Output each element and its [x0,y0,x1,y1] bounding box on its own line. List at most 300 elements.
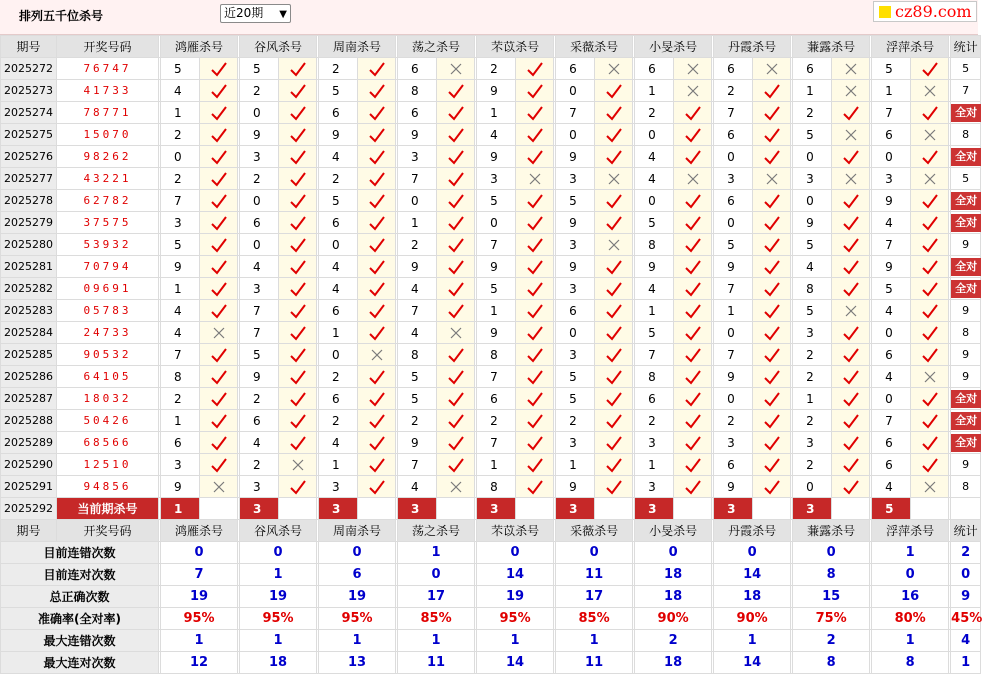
kill-number-cell [477,278,516,300]
result-mark-cell [753,102,791,124]
cell-text: 5 [648,215,656,230]
row-stat-cell [951,146,981,168]
result-mark-cell [674,234,712,256]
check-icon [368,303,386,319]
cell-text: 9 [727,259,735,274]
kill-number-cell [398,256,437,278]
check-icon [289,215,307,231]
winning-number-cell [57,278,159,300]
check-icon [210,149,228,165]
cell-text: 当前期杀号 [77,502,138,516]
site-logo[interactable] [873,1,977,22]
result-mark-cell [437,322,475,344]
check-icon [368,237,386,253]
result-mark-cell [437,234,475,256]
check-icon [447,171,465,187]
stats-value [398,652,475,674]
header-expert [714,36,791,58]
check-icon [210,127,228,143]
kill-number-cell [872,300,911,322]
check-icon [368,435,386,451]
check-icon [368,391,386,407]
check-icon [526,149,544,165]
header-expert [240,36,317,58]
cell-text: 95% [499,611,531,626]
cell-text: 2 [806,413,814,428]
check-icon [842,413,860,429]
kill-number-cell [556,432,595,454]
result-mark-cell [358,344,396,366]
cell-text: 1 [332,325,340,340]
result-mark-cell [753,278,791,300]
check-icon [447,127,465,143]
check-icon [289,171,307,187]
cell-text: 8 [962,480,970,493]
cell-text: 5 [253,61,261,76]
kill-number-cell [635,212,674,234]
cell-text: 9 [962,458,970,471]
check-icon [605,347,623,363]
row-stat-cell [951,58,981,80]
result-mark-cell [753,322,791,344]
cell-text: 1 [648,303,656,318]
cell-text: 6 [648,61,656,76]
check-icon [289,83,307,99]
cell-text: 9 [962,348,970,361]
stats-total [951,608,981,630]
cell-text: 2025284 [4,326,53,339]
cell-text: 0 [648,127,656,142]
cell-text: 6 [885,347,893,362]
current-kill-badge [319,498,358,520]
table-row [1,322,981,344]
cell-text: 19 [268,589,288,604]
kill-number-cell [556,454,595,476]
cell-text: 2025291 [4,480,53,493]
cell-text: 6 [332,215,340,230]
winning-number-cell [57,322,159,344]
check-icon [289,391,307,407]
result-mark-cell [753,80,791,102]
check-icon [763,215,781,231]
cell-text: 14 [743,567,762,582]
check-icon [368,369,386,385]
stats-value [477,608,554,630]
result-mark-cell [674,190,712,212]
stats-value [477,586,554,608]
kill-number-table [0,35,981,674]
table-row [1,454,981,476]
header-expert [161,36,238,58]
cell-text: 3 [569,171,577,186]
result-mark-cell [279,366,317,388]
result-mark-cell [674,102,712,124]
kill-number-cell [477,432,516,454]
result-mark-cell [516,256,554,278]
kill-number-cell [556,168,595,190]
cell-text: 70794 [83,260,132,273]
result-mark-cell [753,234,791,256]
cell-text: 90% [736,611,768,626]
row-stat-cell [951,278,981,300]
check-icon [210,281,228,297]
table-row [1,344,981,366]
kill-number-cell [635,344,674,366]
cell-text: 9 [962,238,970,251]
cell-text: 2 [826,633,836,648]
cell-text: 2025289 [4,436,53,449]
check-icon [842,237,860,253]
cell-text: 0 [569,127,577,142]
kill-number-cell [477,366,516,388]
result-mark-cell [437,278,475,300]
kill-number-cell [872,344,911,366]
cell-text: 3 [806,171,814,186]
kill-number-cell [477,410,516,432]
cell-text: 0 [806,149,814,164]
check-icon [605,369,623,385]
cell-text: 9 [885,193,893,208]
cell-text: 5 [490,193,498,208]
stats-value [398,586,475,608]
kill-number-cell [398,234,437,256]
kill-number-cell [398,190,437,212]
kill-number-cell [793,300,832,322]
result-mark-cell [358,124,396,146]
kill-number-cell [398,410,437,432]
result-mark-cell [595,168,633,190]
result-mark-cell [516,366,554,388]
result-mark-cell [200,366,238,388]
cell-text: 5 [885,281,893,296]
cell-text: 6 [727,193,735,208]
cell-text: 9 [962,304,970,317]
cell-text: 9 [962,370,970,383]
kill-number-cell [240,432,279,454]
kill-number-cell [240,410,279,432]
cross-icon [844,62,858,76]
winning-number-cell [57,256,159,278]
stats-label [1,586,159,608]
current-kill-badge [161,498,200,520]
kill-number-cell [161,212,200,234]
stats-value [556,564,633,586]
result-mark-cell [200,344,238,366]
result-mark-cell [200,432,238,454]
check-icon [605,127,623,143]
cell-text: 8 [806,281,814,296]
result-mark-cell [358,234,396,256]
result-mark-cell [437,256,475,278]
cell-text: 8 [411,347,419,362]
check-icon [289,259,307,275]
result-mark-cell [911,410,949,432]
kill-number-cell [793,190,832,212]
issue-cell [1,366,57,388]
cell-text: 2 [569,413,577,428]
check-icon [684,303,702,319]
cell-text: 90% [657,611,689,626]
cell-text: 8 [962,128,970,141]
cell-text: 4 [490,127,498,142]
result-mark-cell [753,124,791,146]
check-icon [684,347,702,363]
cell-text: 7 [648,347,656,362]
result-mark-cell [674,476,712,498]
header-expert [872,520,949,542]
kill-number-cell [714,278,753,300]
check-icon [526,105,544,121]
result-mark-cell [279,190,317,212]
stats-value [319,564,396,586]
stats-value [398,630,475,652]
period-select-value: 近20期 [224,6,264,20]
winning-number-cell [57,234,159,256]
cell-text: 3 [332,479,340,494]
result-mark-cell [200,278,238,300]
kill-number-cell [714,366,753,388]
result-mark-cell [200,322,238,344]
cross-icon [844,84,858,98]
check-icon [684,325,702,341]
cell-text: 4 [885,215,893,230]
check-icon [684,391,702,407]
stats-total [951,586,981,608]
result-mark-cell [595,234,633,256]
result-mark-cell [437,168,475,190]
kill-number-cell [635,454,674,476]
cell-text: 周南杀号 [333,40,382,54]
cell-text: 统计 [953,524,978,538]
cell-text: 76747 [83,62,132,75]
stats-label [1,630,159,652]
stats-value [161,652,238,674]
winning-number-cell [57,454,159,476]
check-icon [842,435,860,451]
issue-cell [1,234,57,256]
kill-number-cell [793,476,832,498]
result-mark-cell [674,278,712,300]
kill-number-cell [161,476,200,498]
result-mark-cell [358,454,396,476]
result-mark-cell [279,344,317,366]
cell-text: 5 [332,83,340,98]
current-kill-empty [437,498,475,520]
kill-number-cell [556,322,595,344]
result-mark-cell [753,146,791,168]
check-icon [447,413,465,429]
kill-number-cell [714,102,753,124]
cell-text: 2025282 [4,282,53,295]
check-icon [447,259,465,275]
result-mark-cell [279,476,317,498]
result-mark-cell [279,300,317,322]
header-total [951,520,981,542]
header-expert [398,520,475,542]
kill-number-cell [161,388,200,410]
result-mark-cell [911,278,949,300]
cross-icon [291,458,305,472]
cross-icon [844,304,858,318]
cell-text: 9 [174,479,182,494]
cell-text: 45% [951,611,982,626]
kill-number-cell [398,146,437,168]
check-icon [447,105,465,121]
check-icon [447,83,465,99]
cell-text: 谷风杀号 [254,524,303,538]
stats-value [398,564,475,586]
cell-text: 2 [332,413,340,428]
current-kill-empty [674,498,712,520]
kill-number-cell [319,146,358,168]
cell-text: 16 [901,589,920,604]
current-kill-empty [911,498,949,520]
winning-number-cell [57,168,159,190]
result-mark-cell [753,366,791,388]
check-icon [842,149,860,165]
result-mark-cell [832,322,870,344]
result-mark-cell [595,256,633,278]
kill-number-cell [240,366,279,388]
logo-square-icon [879,6,891,18]
cell-text: 13 [347,655,367,670]
cell-text: 17 [427,589,446,604]
result-mark-cell [358,102,396,124]
stats-value [872,586,949,608]
cell-text: 9 [332,127,340,142]
check-icon [921,237,939,253]
cell-text: 蒹露杀号 [807,40,856,54]
kill-number-cell [793,410,832,432]
check-icon [210,237,228,253]
cell-text: 3 [569,347,577,362]
kill-number-cell [398,278,437,300]
cell-text: 2025279 [4,216,53,229]
check-icon [210,303,228,319]
cell-text: 9 [490,149,498,164]
check-icon [447,149,465,165]
cell-text: 统计 [953,40,978,54]
cell-text: 6 [253,215,261,230]
cell-text: 0 [806,193,814,208]
cell-text: 3 [727,171,735,186]
check-icon [526,325,544,341]
cell-text: 6 [411,61,419,76]
cell-text: 0 [885,391,893,406]
cell-text: 0 [648,193,656,208]
cell-text: 6 [174,435,182,450]
all-correct-badge: 全对 [951,258,981,276]
current-kill-badge [793,498,832,520]
cell-text: 4 [411,325,419,340]
kill-number-cell [872,256,911,278]
kill-number-cell [240,58,279,80]
kill-number-cell [398,58,437,80]
table-row [1,80,981,102]
stats-label [1,608,159,630]
cell-text: 总正确次数 [49,590,110,604]
stats-value [714,564,791,586]
cell-text: 3 [569,435,577,450]
result-mark-cell [674,212,712,234]
cell-text: 3 [885,171,893,186]
winning-number-cell [57,80,159,102]
check-icon [289,281,307,297]
kill-number-cell [477,234,516,256]
cell-text: 19 [189,589,209,604]
cross-icon [449,62,463,76]
stats-value [161,586,238,608]
stats-value [240,608,317,630]
result-mark-cell [358,168,396,190]
kill-number-cell [872,234,911,256]
row-stat-cell [951,432,981,454]
check-icon [605,457,623,473]
row-stat-cell [951,322,981,344]
current-kill-empty [279,498,317,520]
check-icon [210,259,228,275]
page-title: 排列五千位杀号 [19,9,104,23]
header-expert [477,36,554,58]
result-mark-cell [437,190,475,212]
result-mark-cell [200,256,238,278]
cell-text: 0 [569,325,577,340]
result-mark-cell [516,476,554,498]
result-mark-cell [674,366,712,388]
kill-number-cell [793,102,832,124]
check-icon [526,281,544,297]
cell-text: 2 [253,83,261,98]
cell-text: 4 [332,259,340,274]
cell-text: 2025274 [4,106,53,119]
result-mark-cell [753,300,791,322]
stats-value [477,630,554,652]
result-mark-cell [832,190,870,212]
winning-number-cell [57,388,159,410]
cell-text: 7 [411,457,419,472]
cell-text: 7 [174,347,182,362]
cell-text: 0 [747,545,757,560]
kill-number-cell [398,432,437,454]
cell-text: 2 [174,127,182,142]
cell-text: 6 [648,391,656,406]
result-mark-cell [832,234,870,256]
cell-text: 5 [962,62,970,75]
result-mark-cell [516,124,554,146]
kill-number-cell [240,300,279,322]
cell-text: 4 [174,303,182,318]
kill-number-cell [398,388,437,410]
kill-number-cell [477,322,516,344]
period-select[interactable] [220,4,291,23]
issue-cell [1,322,57,344]
cell-text: 18 [664,567,683,582]
kill-number-cell [240,344,279,366]
cell-text: 8 [905,655,915,670]
kill-number-cell [240,124,279,146]
kill-number-cell [240,322,279,344]
cell-text: 2025286 [4,370,53,383]
kill-number-cell [161,278,200,300]
cell-text: 50426 [83,414,132,427]
result-mark-cell [674,322,712,344]
cell-text: 荡之杀号 [412,40,461,54]
stats-value [714,630,791,652]
check-icon [526,347,544,363]
cell-text: 7 [194,567,204,582]
current-issue-cell [1,498,57,520]
cell-text: 4 [961,633,971,648]
